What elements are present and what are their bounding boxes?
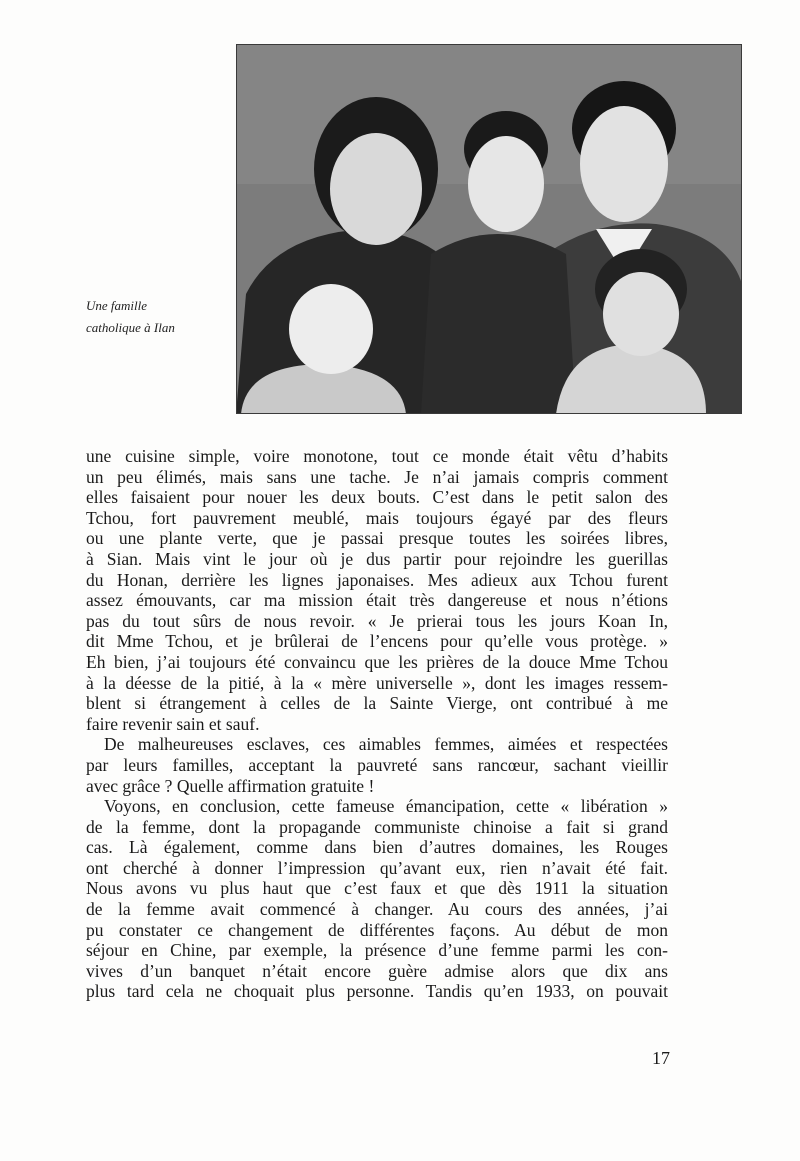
text-line: une cuisine simple, voire monotone, tout ce monde était vêtu d’habits xyxy=(86,446,668,466)
paragraph-3 xyxy=(86,796,668,1002)
paragraph-1 xyxy=(86,446,668,734)
photo-caption xyxy=(86,295,226,339)
text-line: pas du tout sûrs de nous revoir. « Je prierai tous les jours Koan In, xyxy=(86,610,668,631)
caption-line-1: Une famille xyxy=(86,298,148,313)
text-line: assez émouvants, car ma mission était très dangereuse et nous n’étions xyxy=(86,590,668,611)
text-line: De malheureuses esclaves, ces aimables femmes, aimées et respectées xyxy=(104,734,668,755)
text-line: Voyons, en conclusion, cette fameuse émancipation, cette « libération » xyxy=(104,796,668,817)
text-line: faire revenir sain et sauf. xyxy=(86,713,260,734)
text-line: elles faisaient pour nouer les deux bouts. C’est dans le petit salon des xyxy=(86,487,668,508)
baby-left-face xyxy=(289,284,373,374)
mother-face xyxy=(330,133,422,245)
text-line: Tchou, fort pauvrement meublé, mais toujours égayé par des fleurs xyxy=(86,507,668,528)
text-line: Eh bien, j’ai toujours été convaincu que les prières de la douce Mme Tchou xyxy=(86,651,668,672)
boy-face xyxy=(468,136,544,232)
text-line: du Honan, derrière les lignes japonaises. Mes adieux aux Tchou furent xyxy=(86,569,668,590)
text-line: plus tard cela ne choquait plus personne. Tandis qu’en 1933, on pouvait xyxy=(86,981,668,1002)
text-line: à la déesse de la pitié, à la « mère universelle », dont les images ressem- xyxy=(86,672,668,693)
family-photo xyxy=(236,44,742,414)
text-line: Nous avons vu plus haut que c’est faux et que dès 1911 la situation xyxy=(86,878,668,899)
text-line: cas. Là également, comme dans bien d’autres domaines, les Rouges xyxy=(86,837,668,858)
text-line: pu constater ce changement de différentes façons. Au début de mon xyxy=(86,919,668,940)
text-line: par leurs familles, acceptant la pauvreté sans rancœur, sachant vieillir xyxy=(86,754,668,775)
text-line: dit Mme Tchou, et je brûlerai de l’encens pour qu’elle vous protège. » xyxy=(86,631,668,652)
baby-right-face xyxy=(603,272,679,356)
text-line: de la femme, dont la propagande communiste chinoise a fait si grand xyxy=(86,816,668,837)
text-line: de la femme avait commencé à changer. Au cours des années, j’ai xyxy=(86,899,668,920)
boy-figure xyxy=(421,234,576,414)
text-line: un peu élimés, mais sans une tache. Je n’ai jamais compris comment xyxy=(86,466,668,487)
family-photo-drawing xyxy=(236,44,742,414)
text-line: séjour en Chine, par exemple, la présence d’une femme parmi les con- xyxy=(86,940,668,961)
page-number: 17 xyxy=(652,1048,670,1068)
text-line: à Sian. Mais vint le jour où je dus partir pour rejoindre les guerillas xyxy=(86,548,668,569)
text-line: blent si étrangement à celles de la Sainte Vierge, ont contribué à me xyxy=(86,693,668,714)
text-line: vives d’un banquet n’était encore guère admise alors que dix ans xyxy=(86,960,668,981)
text-line: ont cherché à donner l’impression qu’avant eux, rien n’avait été fait. xyxy=(86,857,668,878)
text-line: ou une plante verte, que je passai presque toutes les soirées libres, xyxy=(86,528,668,549)
body-text xyxy=(86,446,668,1002)
father-face xyxy=(580,106,668,222)
text-line: avec grâce ? Quelle affirmation gratuite ! xyxy=(86,775,375,796)
caption-line-2: catholique à Ilan xyxy=(86,320,175,335)
paragraph-2 xyxy=(86,734,668,796)
